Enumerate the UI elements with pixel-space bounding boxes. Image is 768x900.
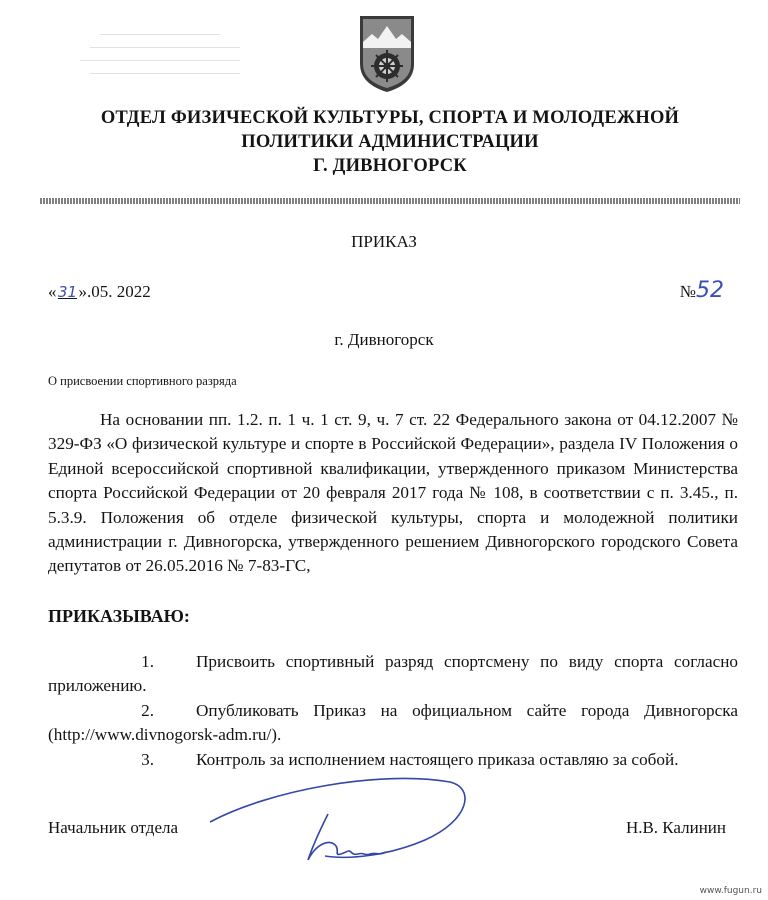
handwritten-signature <box>200 760 480 880</box>
document-subject: О присвоении спортивного разряда <box>48 374 237 388</box>
signer-position: Начальник отдела <box>48 818 179 837</box>
document-number <box>680 278 724 303</box>
basis-paragraph: На основании пп. 1.2. п. 1 ч. 1 ст. 9, ч. 7 ст. 22 Федерального закона от 04.12.2007 № 329-ФЗ «О физической культуре и спорте в Российской Федерации», раздела IV Положения о Единой всероссийской спортивной квалификации, утвержденного приказом Министерства спорта Российской Федерации от 20 февраля 2017 года № 108, в соответствии с п. 3.45., п. 5.3.9. Положения об отделе физической культуры, спорта и молодежной политики администрации г. Дивногорска, утвержденного решением Дивногорского городского Совета депутатов от 26.05.2016 № 7-83-ГС, <box>48 410 738 576</box>
order-items <box>48 650 738 772</box>
order-item <box>48 650 738 699</box>
signer-name: Н.В. Калинин <box>625 818 726 837</box>
org-title-line-2: ПОЛИТИКИ АДМИНИСТРАЦИИ <box>241 132 539 152</box>
item-text: Опубликовать Приказ на официальном сайте города Дивногорска (http://www.divnogorsk-adm.ru/). <box>48 700 738 745</box>
item-text: Контроль за исполнением настоящего приказа оставляю за собой. <box>196 749 679 769</box>
number-label: № <box>679 282 696 301</box>
org-title-line-1: ОТДЕЛ ФИЗИЧЕСКОЙ КУЛЬТУРЫ, СПОРТА И МОЛОДЕЖНОЙ <box>100 108 680 128</box>
order-word: ПРИКАЗЫВАЮ: <box>48 606 190 626</box>
item-number: 2. <box>141 700 154 720</box>
watermark: www.fugun.ru <box>699 886 762 896</box>
org-title-line-3: Г. ДИВНОГОРСК <box>313 156 467 176</box>
item-number: 1. <box>141 652 154 671</box>
number-value-handwritten: 52 <box>696 278 724 303</box>
item-text: Присвоить спортивный разряд спортсмену по виду спорта согласно приложению. <box>48 652 738 696</box>
header-divider <box>40 198 740 204</box>
organization-title <box>60 106 720 178</box>
order-item <box>48 699 738 748</box>
document-type: ПРИКАЗ <box>351 232 417 251</box>
document-city: г. Дивногорск <box>334 330 434 349</box>
date-rest: ».05. 2022 <box>78 282 151 301</box>
date-day-handwritten: 31 <box>57 283 78 301</box>
date-open-quote: « <box>48 282 57 301</box>
document-body <box>48 408 738 579</box>
document-date <box>48 282 151 302</box>
coat-of-arms-icon <box>356 12 418 94</box>
item-number: 3. <box>141 749 154 769</box>
